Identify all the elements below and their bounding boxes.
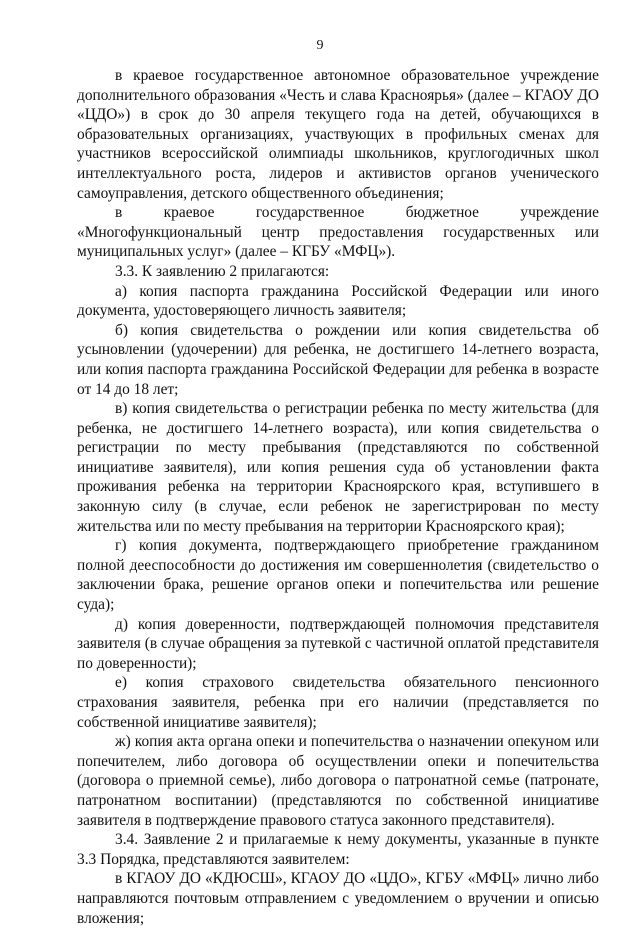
- paragraph-item-v: в) копия свидетельства о регистрации ребенка по месту жительства (для ребенка, не достигшего 14-летнего возраста), или копия свидетельства о регистрации по месту пребывания (представляются по собственной инициативе заявителя), или копия решения суда об установлении факта проживания ребенка на территории Красноярского края, вступившего в законную силу (в случае, если ребенок не зарегистрирован по месту жительства или по месту пребывания на территории Красноярского края);: [77, 400, 599, 535]
- paragraph-item-b: б) копия свидетельства о рождении или копия свидетельства об усыновлении (удочерении) для ребенка, не достигшего 14-летнего возраста, или копия паспорта гражданина Российской Федерации для ребенка в возрасте от 14 до 18 лет;: [77, 321, 599, 398]
- paragraph-kgbu-mfc: в краевое государственное бюджетное учреждение «Многофункциональный центр предоставления государственных или муниципальных услуг» (далее – КГБУ «МФЦ»).: [77, 204, 599, 261]
- document-body: [77, 66, 599, 928]
- paragraph-3-4: 3.4. Заявление 2 и прилагаемые к нему документы, указанные в пункте 3.3 Порядка, представляются заявителем:: [77, 831, 599, 868]
- paragraph-item-d: д) копия доверенности, подтверждающей полномочия представителя заявителя (в случае обращения за путевкой с частичной оплатой представителя по доверенности);: [77, 615, 599, 672]
- paragraph-item-zh: ж) копия акта органа опеки и попечительства о назначении опекуном или попечителем, либо договора об осуществлении опеки и попечительства (договора о приемной семье), либо договора о патронатной семье (патронате, патронатном воспитании) (представляются по собственной инициативе заявителя в подтверждение правового статуса законного представителя).: [77, 733, 599, 829]
- paragraph-submission-method: в КГАОУ ДО «КДЮСШ», КГАОУ ДО «ЦДО», КГБУ «МФЦ» лично либо направляются почтовым отправлением с уведомлением о вручении и описью вложения;: [77, 870, 599, 927]
- paragraph-kgaou-cdo: в краевое государственное автономное образовательное учреждение дополнительного образования «Честь и слава Красноярья» (далее – КГАОУ ДО «ЦДО») в срок до 30 апреля текущего года на детей, обучающихся в образовательных организациях, участвующих в профильных сменах для участников всероссийской олимпиады школьников, круглогодичных школ интеллектуального роста, лидеров и активистов органов ученического самоуправления, детского общественного объединения;: [77, 67, 599, 202]
- paragraph-item-e: е) копия страхового свидетельства обязательного пенсионного страхования заявителя, ребенка при его наличии (представляется по собственной инициативе заявителя);: [77, 674, 599, 731]
- paragraph-3-3-heading: 3.3. К заявлению 2 прилагаются:: [115, 262, 330, 280]
- paragraph-item-a: а) копия паспорта гражданина Российской Федерации или иного документа, удостоверяющего личность заявителя;: [77, 282, 599, 320]
- paragraph-item-g: г) копия документа, подтверждающего приобретение гражданином полной дееспособности до достижения им совершеннолетия (свидетельство о заключении брака, решение органов опеки и попечительства или решение суда);: [77, 537, 599, 614]
- page-number: 9: [316, 38, 324, 53]
